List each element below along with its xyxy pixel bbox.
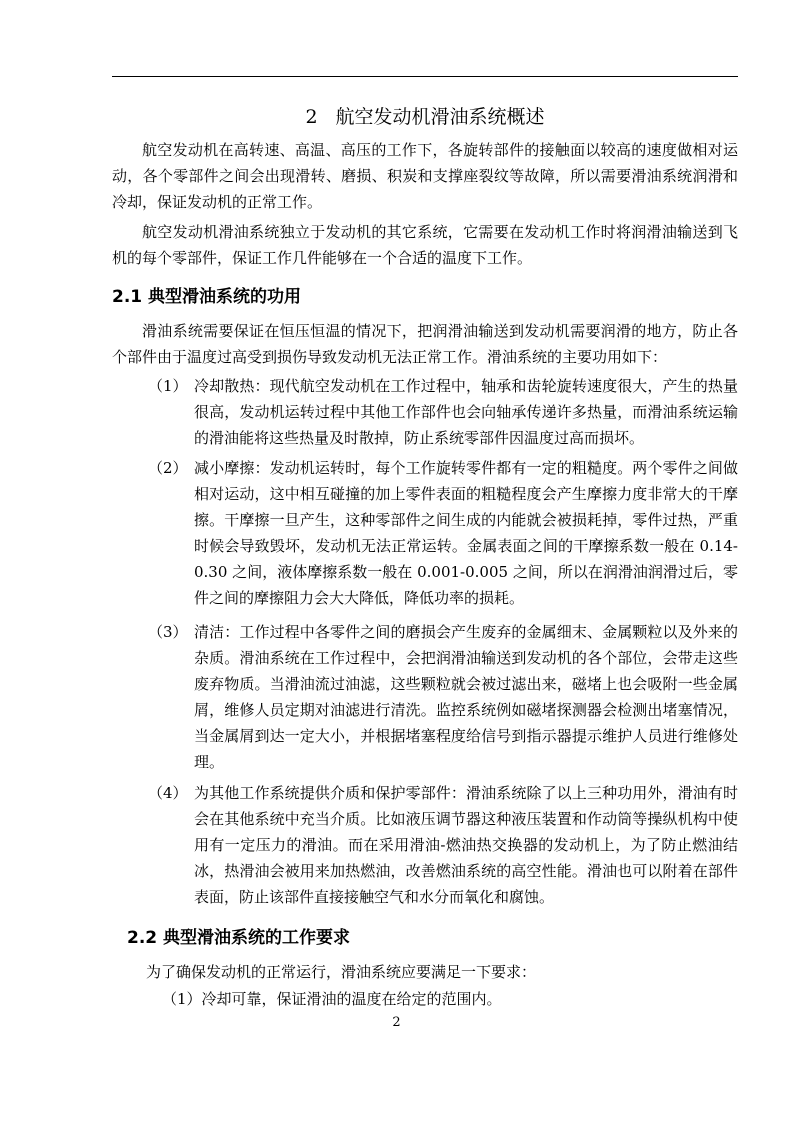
intro-paragraph-1: 航空发动机在高转速、高温、高压的工作下，各旋转部件的接触面以较高的速度做相对运动，各个零部件之间会出现滑转、磨损、积炭和支撑座裂纹等故障，所以需要滑油系统润滑和冷却，保证发动机的正常工作。 bbox=[112, 141, 738, 211]
list-item bbox=[112, 780, 738, 910]
chapter-title bbox=[112, 104, 738, 130]
list-item-marker: （4） bbox=[148, 784, 188, 802]
list-item-text: 为其他工作系统提供介质和保护零部件：滑油系统除了以上三种功用外，滑油有时会在其他系统中充当介质。比如液压调节器这种液压装置和作动筒等操纵机构中使用有一定压力的滑油。而在采用滑油-燃油热交换器的发动机上，为了防止燃油结冰，热滑油会被用来加热燃油，改善燃油系统的高空性能。滑油也可以附着在部件表面，防止该部件直接接触空气和水分而氧化和腐蚀。 bbox=[194, 784, 738, 906]
list-item bbox=[112, 455, 738, 611]
list-item-marker: （3） bbox=[148, 623, 188, 641]
section-2-1-intro: 滑油系统需要保证在恒压恒温的情况下，把润滑油输送到发动机需要润滑的地方，防止各个部件由于温度过高受到损伤导致发动机无法正常工作。滑油系统的主要功用如下： bbox=[112, 322, 738, 366]
header-rule bbox=[112, 76, 738, 77]
section-heading-2-2: 2.2 典型滑油系统的工作要求 bbox=[127, 928, 351, 948]
list-item-text: 减小摩擦：发动机运转时，每个工作旋转零件都有一定的粗糙度。两个零件之间做相对运动，这中相互碰撞的加上零件表面的粗糙程度会产生摩擦力度非常大的干摩擦。干摩擦一旦产生，这种零部件之间生成的内能就会被损耗掉，零件过热，严重时候会导致毁坏，发动机无法正常运转。金属表面之间的干摩擦系数一般在 0.14-0.30 之间，液体摩擦系数一般在 0.001-0.005 之间，所以在润滑油润滑过后，零件之间的摩擦阻力会大大降低，降低功率的损耗。 bbox=[194, 459, 738, 607]
list-item-marker: （1） bbox=[148, 377, 188, 395]
list-item-text: 清洁：工作过程中各零件之间的磨损会产生废弃的金属细末、金属颗粒以及外来的杂质。滑油系统在工作过程中，会把润滑油输送到发动机的各个部位，会带走这些废弃物质。当滑油流过油滤，这些颗粒就会被过滤出来，磁堵上也会吸附一些金属屑，维修人员定期对油滤进行清洗。监控系统例如磁堵探测器会检测出堵塞情况，当金属屑到达一定大小，并根据堵塞程度给信号到指示器提示维护人员进行维修处理。 bbox=[194, 623, 738, 771]
page-number: 2 bbox=[392, 1015, 401, 1030]
list-item-marker: （2） bbox=[148, 459, 188, 477]
list-item-text: 冷却散热：现代航空发动机在工作过程中，轴承和齿轮旋转速度很大，产生的热量很高，发动机运转过程中其他工作部件也会向轴承传递许多热量，而滑油系统运输的滑油能将这些热量及时散掉，防止系统零部件因温度过高而损坏。 bbox=[194, 377, 738, 447]
list-item bbox=[112, 373, 738, 451]
section-2-2-intro: 为了确保发动机的正常运行，滑油系统应要满足一下要求： bbox=[146, 963, 537, 981]
list-item bbox=[112, 619, 738, 775]
intro-paragraph-2: 航空发动机滑油系统独立于发动机的其它系统，它需要在发动机工作时将润滑油输送到飞机的每个零部件，保证工作几件能够在一个合适的温度下工作。 bbox=[112, 223, 738, 267]
section-heading-2-1: 2.1 典型滑油系统的功用 bbox=[112, 287, 302, 307]
chapter-number: 2 bbox=[305, 106, 318, 128]
chapter-title-text: 航空发动机滑油系统概述 bbox=[335, 106, 545, 128]
requirement-item-1: （1）冷却可靠，保证滑油的温度在给定的范围内。 bbox=[162, 990, 502, 1008]
